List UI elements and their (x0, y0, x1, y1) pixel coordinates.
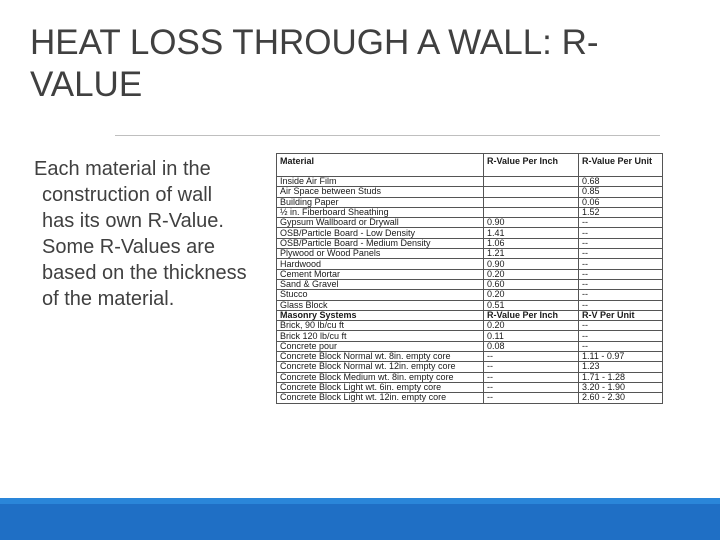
slide-title: HEAT LOSS THROUGH A WALL: R-VALUE (30, 23, 599, 104)
cell-per-unit: -- (579, 228, 663, 238)
table-row (277, 279, 663, 289)
table-row (277, 352, 663, 362)
cell-per-unit: -- (579, 269, 663, 279)
table-row (277, 269, 663, 279)
cell-material: Brick, 90 lb/cu ft (277, 321, 484, 331)
r-value-table (276, 153, 662, 434)
table-row (277, 238, 663, 248)
subheader-material: Masonry Systems (277, 310, 484, 320)
cell-per-inch: 0.60 (484, 279, 579, 289)
table-header-row (277, 154, 663, 177)
cell-per-inch: -- (484, 352, 579, 362)
cell-material: OSB/Particle Board - Medium Density (277, 238, 484, 248)
cell-per-inch: 1.41 (484, 228, 579, 238)
cell-material: OSB/Particle Board - Low Density (277, 228, 484, 238)
table-row (277, 218, 663, 228)
cell-per-inch: -- (484, 382, 579, 392)
cell-material: Concrete pour (277, 341, 484, 351)
table-row (277, 341, 663, 351)
footer-bar-highlight (0, 498, 720, 504)
cell-per-inch: 0.20 (484, 290, 579, 300)
table-row (277, 177, 663, 187)
cell-per-inch: 0.51 (484, 300, 579, 310)
cell-per-unit: -- (579, 249, 663, 259)
cell-per-inch: 0.20 (484, 321, 579, 331)
table-row (277, 197, 663, 207)
table-row (277, 300, 663, 310)
cell-per-inch: 0.90 (484, 218, 579, 228)
cell-per-unit: -- (579, 238, 663, 248)
cell-material: Hardwood (277, 259, 484, 269)
cell-per-inch: 0.11 (484, 331, 579, 341)
body-line: Each material in the (34, 158, 211, 180)
table-row (277, 249, 663, 259)
footer-bar (0, 498, 720, 540)
cell-material: Concrete Block Light wt. 12in. empty core (277, 393, 484, 403)
r-value-table-grid (276, 153, 663, 404)
body-line: Some R-Values are (42, 236, 216, 258)
cell-material: ½ in. Fiberboard Sheathing (277, 207, 484, 217)
header-per-inch: R-Value Per Inch (484, 154, 579, 177)
cell-per-unit: 3.20 - 1.90 (579, 382, 663, 392)
cell-per-unit: 2.60 - 2.30 (579, 393, 663, 403)
cell-per-inch: 0.90 (484, 259, 579, 269)
table-row (277, 228, 663, 238)
title-divider (115, 135, 660, 136)
table-row (277, 321, 663, 331)
cell-per-unit: 0.06 (579, 197, 663, 207)
subheader-per-inch: R-Value Per Inch (484, 310, 579, 320)
cell-material: Concrete Block Normal wt. 8in. empty core (277, 352, 484, 362)
cell-per-unit: -- (579, 290, 663, 300)
header-per-unit: R-Value Per Unit (579, 154, 663, 177)
table-row (277, 187, 663, 197)
cell-per-unit: 1.71 - 1.28 (579, 372, 663, 382)
body-line: of the material. (42, 288, 175, 310)
cell-material: Glass Block (277, 300, 484, 310)
cell-per-unit: -- (579, 259, 663, 269)
table-row (277, 362, 663, 372)
cell-material: Stucco (277, 290, 484, 300)
body-line: has its own R-Value. (42, 210, 224, 232)
cell-per-inch: -- (484, 372, 579, 382)
table-row (277, 207, 663, 217)
body-line: construction of wall (42, 184, 213, 206)
cell-per-inch: 1.21 (484, 249, 579, 259)
cell-per-unit: -- (579, 321, 663, 331)
table-row (277, 382, 663, 392)
cell-per-unit: -- (579, 218, 663, 228)
subheader-per-unit: R-V Per Unit (579, 310, 663, 320)
cell-per-unit: 0.85 (579, 187, 663, 197)
cell-per-inch (484, 207, 579, 217)
cell-material: Concrete Block Normal wt. 12in. empty core (277, 362, 484, 372)
cell-per-inch: 1.06 (484, 238, 579, 248)
cell-per-inch (484, 187, 579, 197)
cell-per-inch: -- (484, 393, 579, 403)
table-row (277, 259, 663, 269)
cell-material: Building Paper (277, 197, 484, 207)
header-material: Material (277, 154, 484, 177)
cell-per-inch: -- (484, 362, 579, 372)
cell-material: Gypsum Wallboard or Drywall (277, 218, 484, 228)
cell-per-unit: 1.52 (579, 207, 663, 217)
table-subheader-row (277, 310, 663, 320)
cell-per-unit: -- (579, 300, 663, 310)
cell-per-inch (484, 177, 579, 187)
body-text (34, 156, 270, 312)
cell-per-unit: 0.68 (579, 177, 663, 187)
cell-material: Concrete Block Medium wt. 8in. empty core (277, 372, 484, 382)
cell-material: Inside Air Film (277, 177, 484, 187)
table-row (277, 290, 663, 300)
body-line: based on the thickness (42, 262, 247, 284)
table-row (277, 372, 663, 382)
cell-material: Brick 120 lb/cu ft (277, 331, 484, 341)
cell-per-unit: 1.23 (579, 362, 663, 372)
cell-material: Concrete Block Light wt. 6in. empty core (277, 382, 484, 392)
cell-per-inch: 0.20 (484, 269, 579, 279)
cell-material: Sand & Gravel (277, 279, 484, 289)
cell-per-inch (484, 197, 579, 207)
cell-per-inch: 0.08 (484, 341, 579, 351)
cell-per-unit: -- (579, 341, 663, 351)
cell-per-unit: -- (579, 279, 663, 289)
table-row (277, 331, 663, 341)
cell-material: Plywood or Wood Panels (277, 249, 484, 259)
cell-per-unit: -- (579, 331, 663, 341)
table-row (277, 393, 663, 403)
cell-material: Cement Mortar (277, 269, 484, 279)
cell-material: Air Space between Studs (277, 187, 484, 197)
cell-per-unit: 1.11 - 0.97 (579, 352, 663, 362)
